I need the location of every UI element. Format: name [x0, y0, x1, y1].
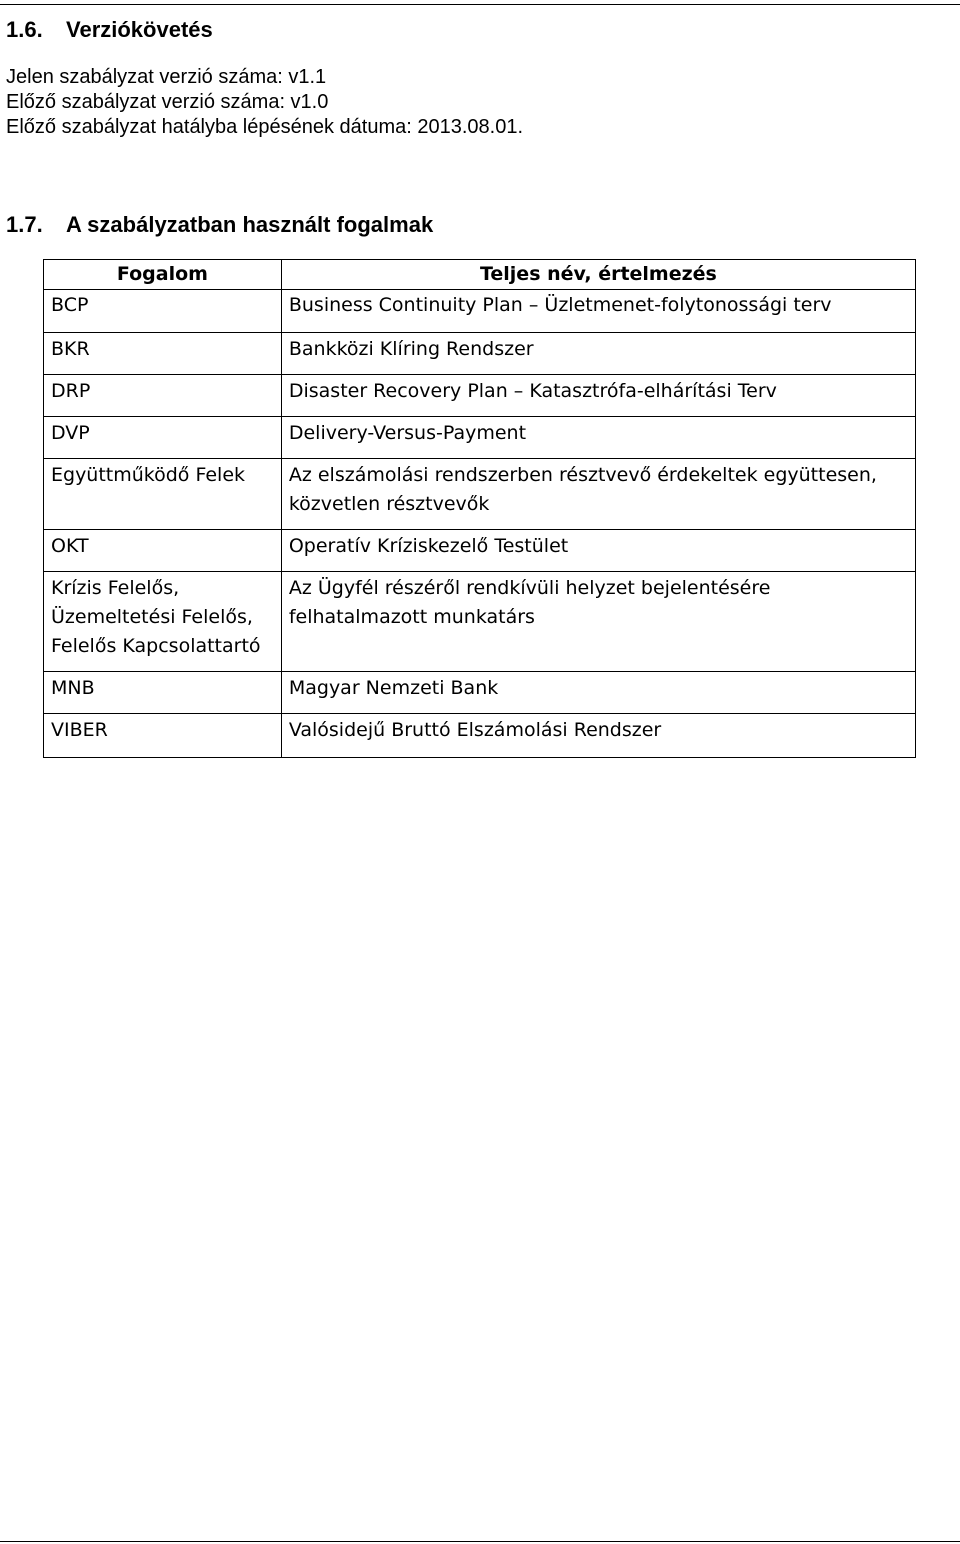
term-cell: BCP — [44, 290, 282, 333]
definition-cell: Delivery-Versus-Payment — [281, 417, 915, 459]
definition-cell: Valósidejű Bruttó Elszámolási Rendszer — [281, 714, 915, 758]
header-term: Fogalom — [44, 260, 282, 290]
section-title: A szabályzatban használt fogalmak — [66, 212, 434, 237]
term-cell: VIBER — [44, 714, 282, 758]
terms-table — [43, 259, 916, 758]
table-row — [44, 572, 916, 672]
table-row — [44, 714, 916, 758]
definition-cell: Az elszámolási rendszerben résztvevő érdekeltek együttesen, közvetlen résztvevők — [281, 459, 915, 530]
table-row — [44, 530, 916, 572]
table-row — [44, 459, 916, 530]
term-cell: DRP — [44, 375, 282, 417]
bottom-rule — [0, 1541, 960, 1542]
table-row — [44, 375, 916, 417]
section-number: 1.6. — [6, 17, 43, 42]
term-cell: MNB — [44, 672, 282, 714]
definition-cell: Az Ügyfél részéről rendkívüli helyzet bejelentésére felhatalmazott munkatárs — [281, 572, 915, 672]
definition-cell: Business Continuity Plan – Üzletmenet-folytonossági terv — [281, 290, 915, 333]
section-heading-terms — [6, 212, 433, 238]
term-cell: DVP — [44, 417, 282, 459]
term-cell: OKT — [44, 530, 282, 572]
definition-cell: Bankközi Klíring Rendszer — [281, 333, 915, 375]
table-row — [44, 290, 916, 333]
table-row — [44, 672, 916, 714]
definition-cell: Operatív Kríziskezelő Testület — [281, 530, 915, 572]
version-info — [6, 65, 523, 140]
table-header-row — [44, 260, 916, 290]
section-title: Verziókövetés — [66, 17, 213, 42]
table-row — [44, 333, 916, 375]
top-rule — [0, 4, 960, 5]
previous-version-line: Előző szabályzat verzió száma: v1.0 — [6, 91, 329, 113]
section-number: 1.7. — [6, 212, 43, 237]
definition-cell: Disaster Recovery Plan – Katasztrófa-elhárítási Terv — [281, 375, 915, 417]
table-row — [44, 417, 916, 459]
term-cell: BKR — [44, 333, 282, 375]
current-version-line: Jelen szabályzat verzió száma: v1.1 — [6, 66, 327, 88]
previous-effective-date-line: Előző szabályzat hatályba lépésének dátuma: 2013.08.01. — [6, 116, 524, 138]
term-cell: Krízis Felelős, Üzemeltetési Felelős, Felelős Kapcsolattartó — [44, 572, 282, 672]
section-heading-version-tracking — [6, 17, 213, 43]
header-definition: Teljes név, értelmezés — [281, 260, 915, 290]
definition-cell: Magyar Nemzeti Bank — [281, 672, 915, 714]
term-cell: Együttműködő Felek — [44, 459, 282, 530]
